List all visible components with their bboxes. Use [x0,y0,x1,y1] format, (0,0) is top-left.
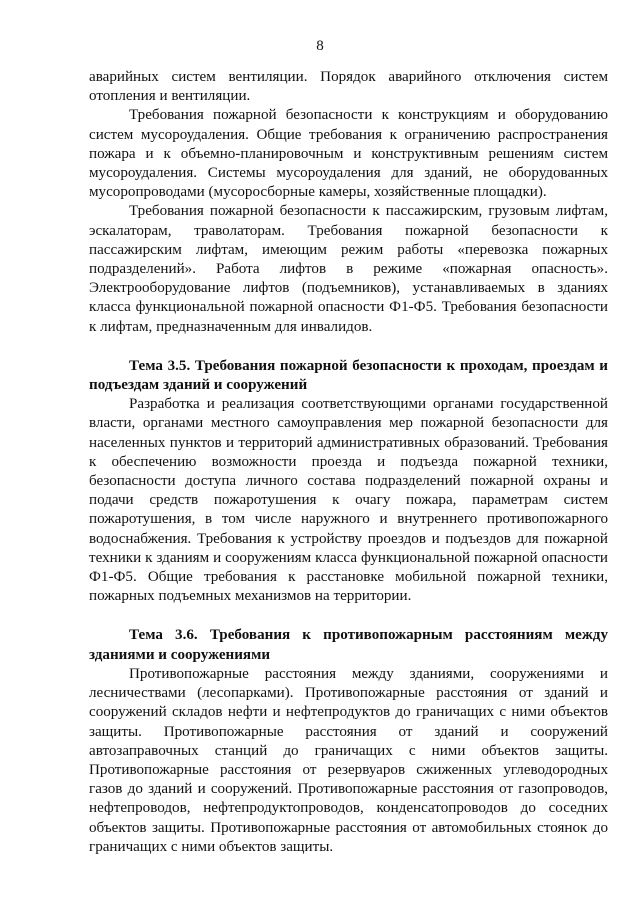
paragraph-access-roads: Разработка и реализация соответствующими органами государственной власти, органами местного самоуправления мер пожарной безопасности для населенных пунктов и территорий административных образований. Требования к обеспечению возможности проезда и подъезда пожарной техники, безопасности доступа личного состава подразделений пожарной охраны и подачи средств пожаротушения к очагу пожара, параметрам систем пожаротушения, в том числе наружного и внутреннего противопожарного водоснабжения. Требования к устройству проездов и подъездов для пожарной техники к зданиям и сооружениям класса функциональной пожарной опасности Ф1-Ф5. Общие требования к расстановке мобильной пожарной техники, пожарных подъемных механизмов на территории. [89,396,608,605]
document-body [89,68,608,857]
paragraph-elevators: Требования пожарной безопасности к пассажирским, грузовым лифтам, эскалаторам, траволаторам. Требования пожарной безопасности к пассажирским лифтам, имеющим режим работы «перевозка пожарных подразделений». Работа лифтов в режиме «пожарная опасность». Электрооборудование лифтов (подъемников), устанавливаемых в зданиях класса функциональной пожарной опасности Ф1-Ф5. Требования безопасности к лифтам, предназначенным для инвалидов. [89,203,608,335]
page-number: 8 [316,38,324,54]
section-heading-3-6: Тема 3.6. Требования к противопожарным расстояниям между зданиями и сооружениями [89,627,608,663]
paragraph-continuation: аварийных систем вентиляции. Порядок аварийного отключения систем отопления и вентиляции. [89,69,608,105]
paragraph-fire-distances: Противопожарные расстояния между зданиями, сооружениями и лесничествами (лесопарками). Противопожарные расстояния от зданий и сооружений складов нефти и нефтепродуктов до граничащих с ними объектов защиты. Противопожарные расстояния от зданий и сооружений автозаправочных станций до граничащих с ними объектов защиты. Противопожарные расстояния от резервуаров сжиженных углеводородных газов до зданий и сооружений. Противопожарные расстояния от газопроводов, нефтепроводов, нефтепродуктопроводов, конденсатопроводов до соседних объектов защиты. Противопожарные расстояния от автомобильных стоянок до граничащих с ними объектов защиты. [89,665,608,855]
section-heading-3-5: Тема 3.5. Требования пожарной безопасности к проходам, проездам и подъездам зданий и сооружений [89,357,608,394]
paragraph-garbage-disposal: Требования пожарной безопасности к конструкциям и оборудованию систем мусороудаления. Общие требования к ограничению распространения пожара и к объемно-планировочным и конструктивным решениям систем мусороудаления. Системы мусороудаления для зданий, не оборудованных мусоропроводами (мусоросборные камеры, хозяйственные площадки). [89,107,608,201]
